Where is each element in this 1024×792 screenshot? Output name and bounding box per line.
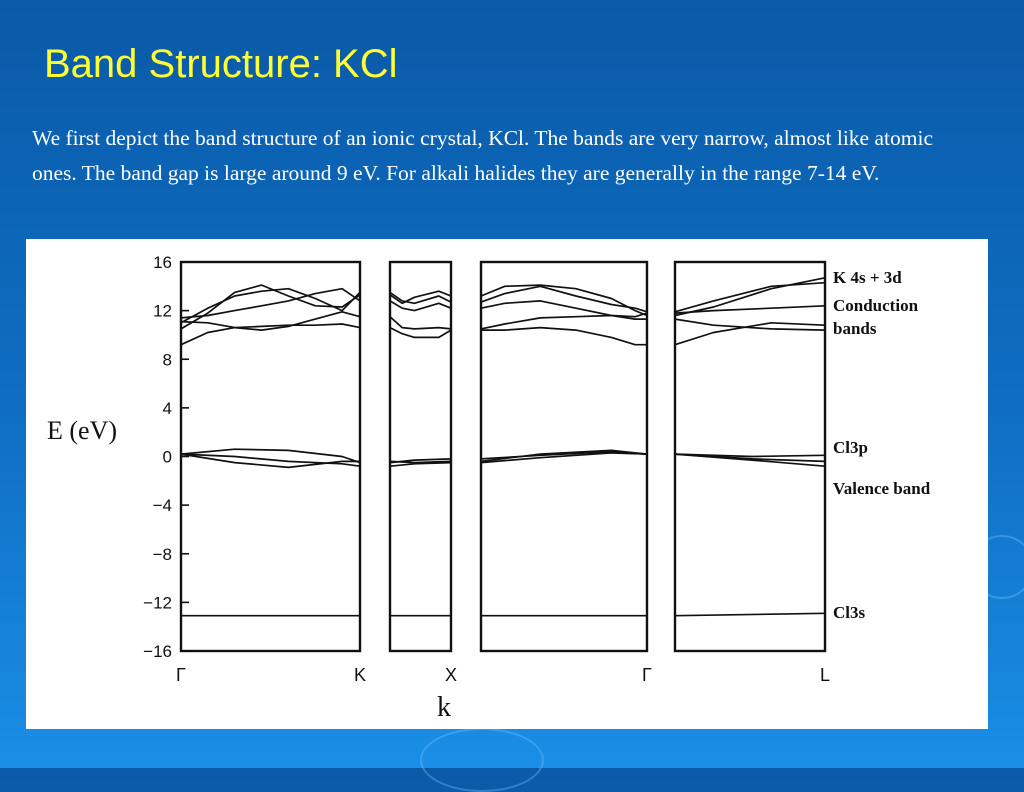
panel-frame-2 [390,262,451,651]
k-point-label: Γ [176,665,186,685]
band-line [481,285,647,315]
panel-frame-1 [181,262,360,651]
slide-title: Band Structure: KCl [44,42,398,86]
slide-body-text: We first depict the band structure of an ionic crystal, KCl. The bands are very narrow, almost like atomic ones. The band gap is large around 9 eV. For alkali halides they are generally in the range 7-14 eV. [32,126,933,185]
y-tick-label: −16 [143,642,172,661]
y-tick-label: 16 [153,253,172,272]
band-line [675,323,825,345]
decor-swirl-2 [420,728,544,792]
band-structure-chart [26,239,988,729]
band-annotation-label: Conduction [833,296,919,315]
y-axis-label: E (eV) [47,416,118,445]
band-line [675,306,825,313]
y-tick-label: −4 [152,496,172,516]
y-tick-label: 4 [162,398,172,418]
y-tick-label: 0 [162,447,172,467]
k-point-label: K [353,665,367,685]
k-point-label: Γ [642,665,652,685]
k-point-label: L [819,665,831,685]
band-annotation-label: Cl3p [833,438,868,457]
band-line [481,316,647,329]
y-tick-label: −8 [152,544,172,564]
band-annotation-label: Valence band [833,479,931,498]
band-annotation-label: Cl3s [833,603,866,622]
band-line [481,328,647,345]
band-line [390,461,451,462]
band-line [481,286,647,312]
band-structure-figure [26,239,988,729]
band-annotation-label: K 4s + 3d [833,268,902,287]
band-line [675,613,825,615]
band-line [181,324,360,345]
band-line [181,289,360,323]
band-line [390,317,451,329]
y-tick-label: 8 [162,350,172,370]
y-tick-label: −12 [143,593,172,613]
band-line [181,312,360,330]
x-axis-label: k [437,692,451,723]
k-point-label: X [444,665,458,685]
band-annotation-label: bands [833,319,877,338]
y-tick-label: 12 [153,301,172,321]
